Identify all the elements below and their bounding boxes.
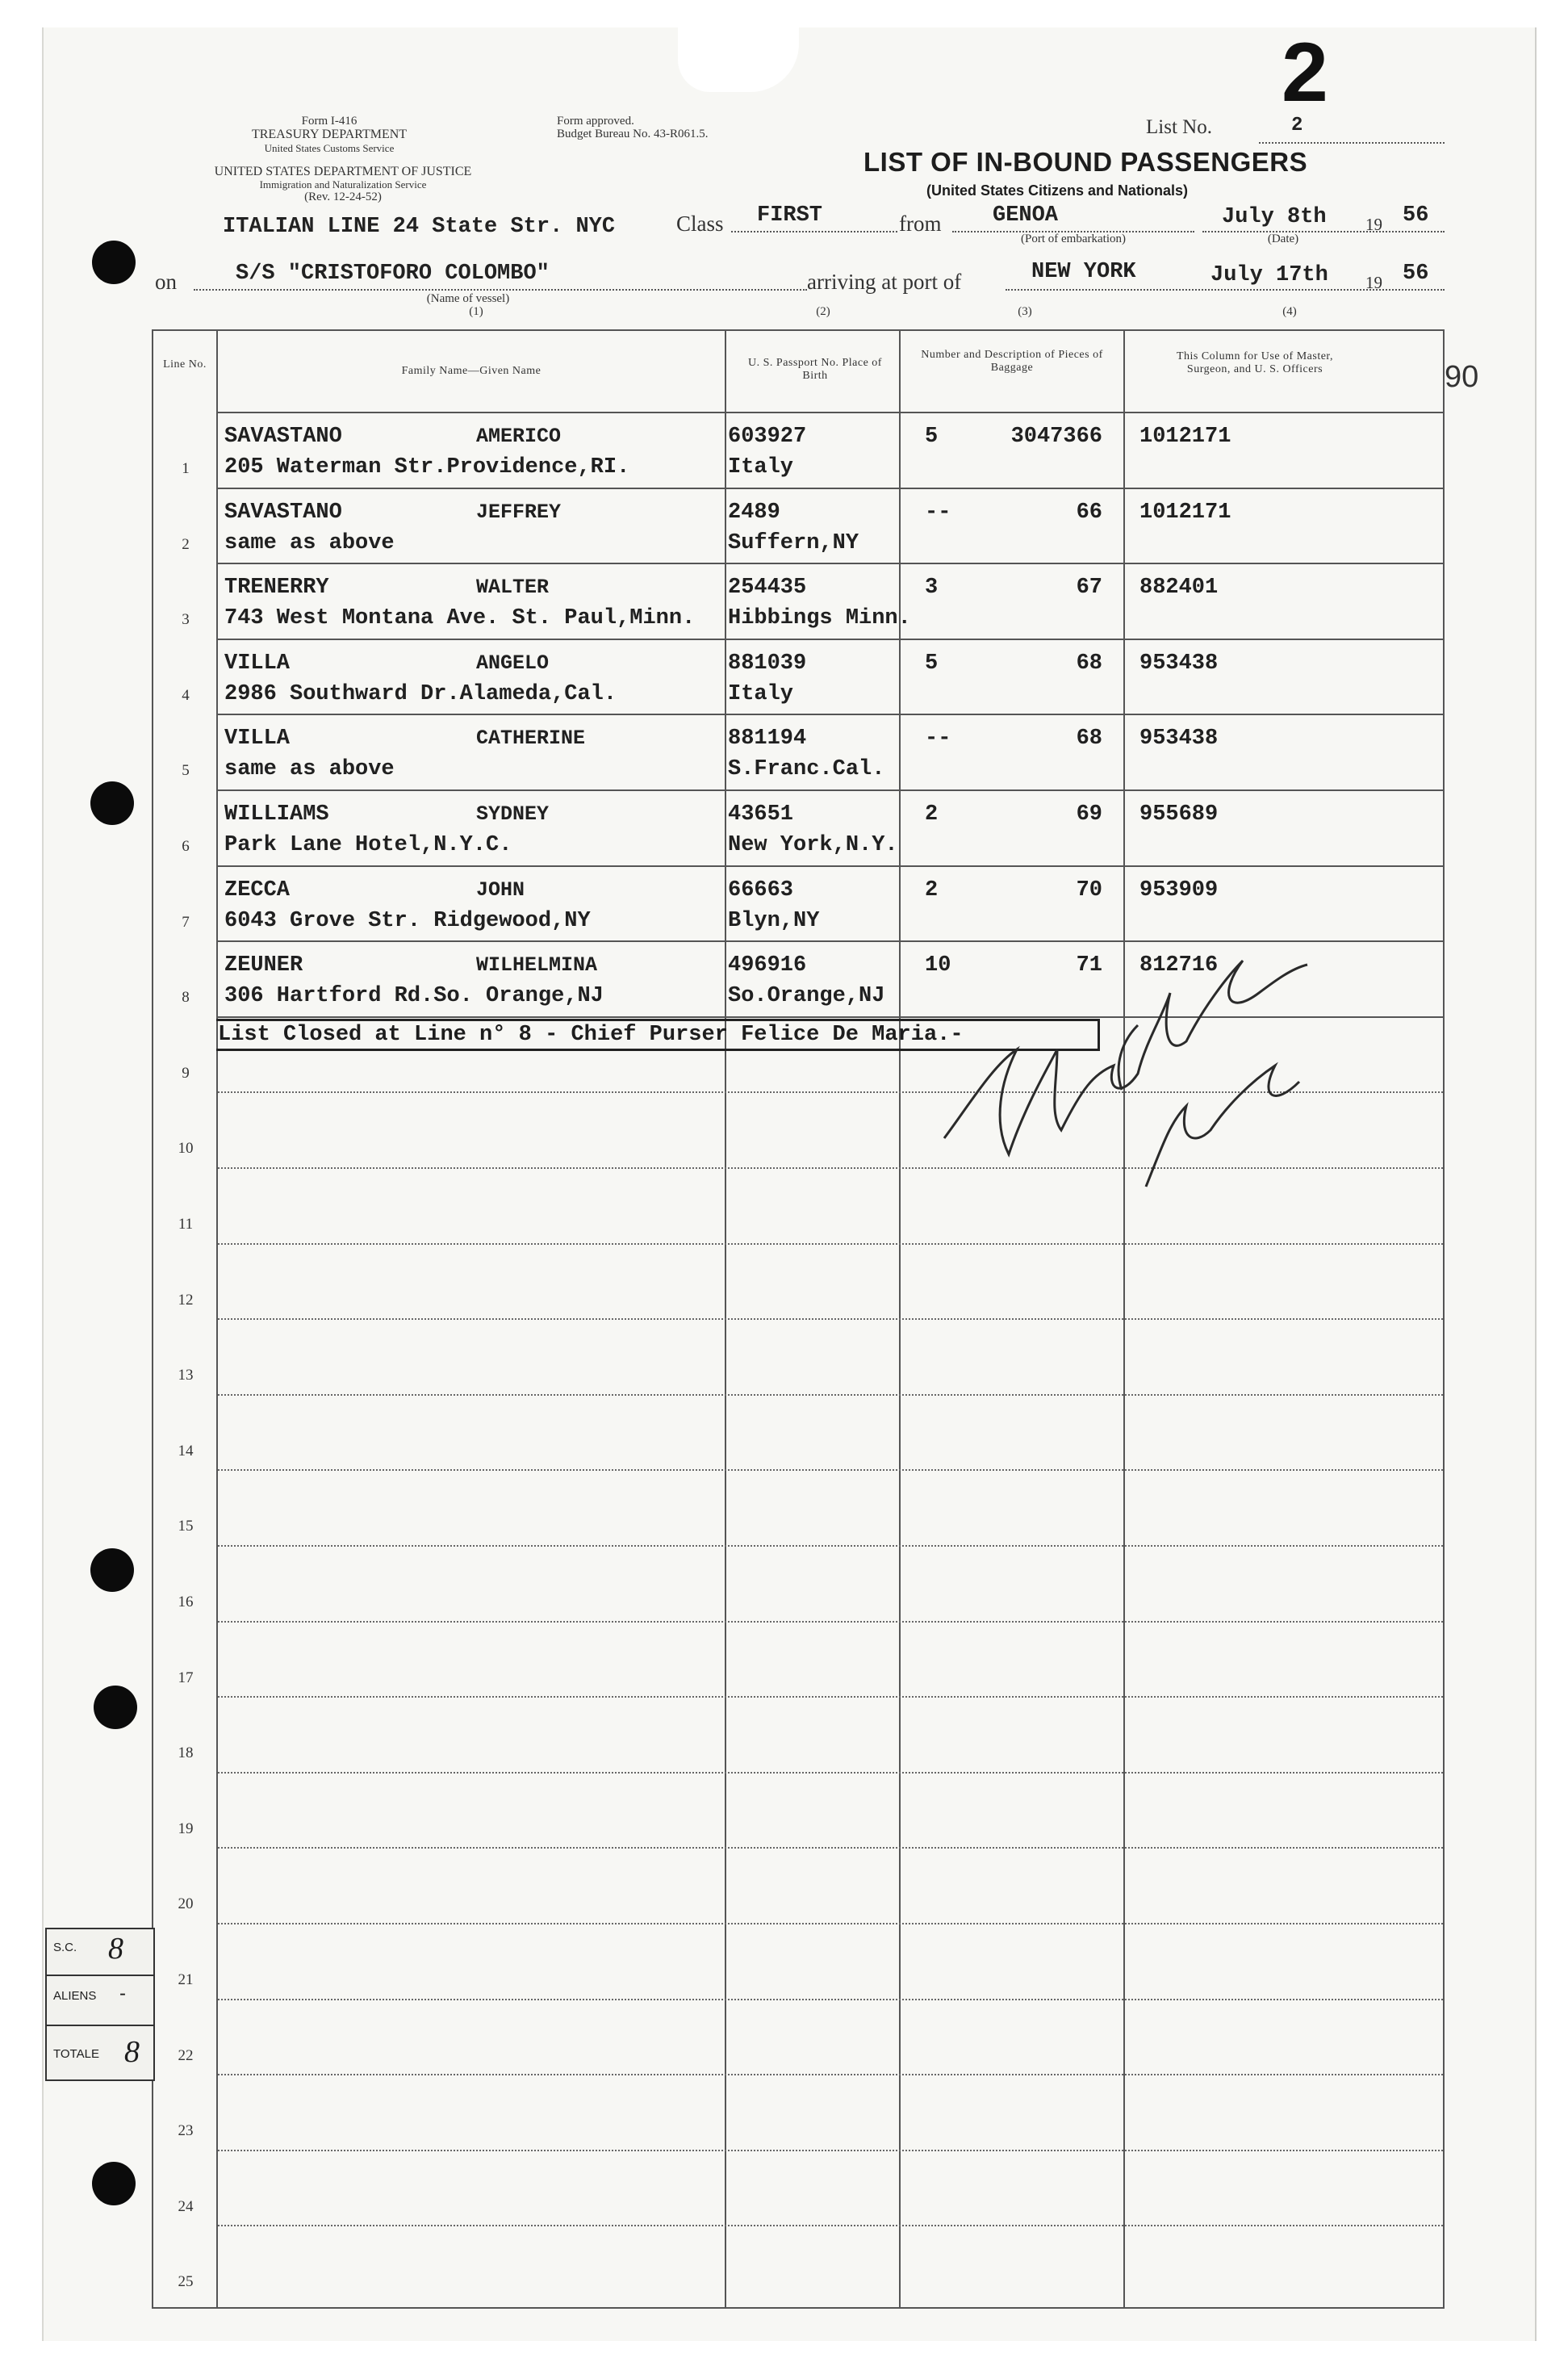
- row-divider: [218, 1318, 1443, 1320]
- passenger-family-name: ZECCA: [224, 877, 291, 903]
- header-name: Family Name—Given Name: [401, 365, 541, 377]
- birthplace: So.Orange,NJ: [728, 984, 885, 1009]
- baggage-number: 69: [1076, 802, 1102, 827]
- baggage-pieces: 10: [925, 953, 951, 978]
- passenger-family-name: ZEUNER: [224, 953, 303, 978]
- officer-number: 812716: [1139, 953, 1219, 978]
- baggage-number: 67: [1076, 576, 1102, 601]
- stamp-value-aliens: -: [119, 1983, 126, 2004]
- row-divider: [218, 1923, 1443, 1924]
- passenger-address: 2986 Southward Dr.Alameda,Cal.: [224, 681, 617, 706]
- passenger-given-name: JEFFREY: [476, 500, 562, 524]
- list-no-value: 2: [1291, 115, 1303, 136]
- shipping-line: ITALIAN LINE 24 State Str. NYC: [223, 215, 616, 239]
- list-no-line: [1259, 142, 1445, 144]
- line-number: 14: [178, 1442, 194, 1459]
- line-number: 23: [178, 2122, 194, 2140]
- line-number: 9: [182, 1064, 190, 1082]
- line-number: 10: [178, 1140, 194, 1158]
- line-number: 11: [178, 1216, 194, 1233]
- class-line: [731, 231, 897, 232]
- row-divider: [218, 639, 1443, 640]
- list-no-label: List No.: [1146, 116, 1212, 138]
- passenger-given-name: SYDNEY: [476, 802, 550, 826]
- line-number: 17: [178, 1669, 194, 1686]
- stamp-value-sc: 8: [108, 1932, 123, 1966]
- budget-bureau: Budget Bureau No. 43-R061.5.: [557, 128, 709, 140]
- baggage-number: 71: [1076, 953, 1102, 978]
- port-caption: (Port of embarkation): [1021, 232, 1126, 245]
- passenger-address: 743 West Montana Ave. St. Paul,Minn.: [224, 606, 696, 631]
- passport-number: 2489: [728, 500, 780, 525]
- row-divider: [218, 1394, 1443, 1396]
- customs-service: United States Customs Service: [264, 142, 395, 154]
- line-number: 16: [178, 1594, 194, 1610]
- vessel-line: [194, 289, 807, 291]
- arrival-date: July 17th: [1210, 263, 1328, 287]
- punch-hole: [94, 1686, 137, 1729]
- row-divider: [218, 714, 1443, 715]
- officer-number: 953438: [1139, 727, 1219, 752]
- ins-service: Immigration and Naturalization Service: [259, 178, 427, 191]
- col-mark-1: (1): [469, 305, 483, 318]
- stamp-label-sc: S.C.: [53, 1941, 77, 1954]
- col-mark-2: (2): [816, 305, 830, 318]
- header-officers: This Column for Use of Master, Surgeon, and U. S. Officers: [1176, 350, 1334, 375]
- passenger-family-name: VILLA: [224, 651, 291, 676]
- count-stamp: [45, 1928, 155, 2081]
- birthplace: Suffern,NY: [728, 530, 859, 555]
- line-number: 8: [182, 989, 190, 1007]
- passenger-given-name: WALTER: [476, 576, 550, 600]
- vessel-caption: (Name of vessel): [426, 292, 510, 305]
- line-number: 12: [178, 1291, 194, 1309]
- baggage-number: 70: [1076, 877, 1102, 903]
- passport-number: 254435: [728, 576, 807, 601]
- punch-hole: [90, 1548, 134, 1592]
- baggage-number: 68: [1076, 651, 1102, 676]
- line-number: 18: [178, 1744, 194, 1762]
- page-title: LIST OF IN-BOUND PASSENGERS: [863, 147, 1308, 177]
- row-divider: [218, 2074, 1443, 2075]
- baggage-pieces: --: [925, 727, 951, 752]
- line-number: 21: [178, 1971, 194, 1988]
- officer-number: 1012171: [1139, 500, 1231, 525]
- revision: (Rev. 12-24-52): [304, 191, 382, 203]
- passenger-address: same as above: [224, 530, 395, 555]
- justice-dept: UNITED STATES DEPARTMENT OF JUSTICE: [214, 165, 472, 178]
- officer-number: 953438: [1139, 651, 1219, 676]
- officer-number: 953909: [1139, 877, 1219, 903]
- form-number: Form I-416: [301, 115, 358, 128]
- row-divider: [218, 563, 1443, 564]
- line-number: 22: [178, 2046, 194, 2064]
- birthplace: Blyn,NY: [728, 908, 820, 933]
- row-divider: [218, 1469, 1443, 1471]
- baggage-pieces: --: [925, 500, 951, 525]
- line-number: 1: [182, 460, 190, 477]
- punch-hole: [90, 781, 134, 825]
- vessel-name: S/S "CRISTOFORO COLOMBO": [236, 262, 550, 286]
- passport-number: 881039: [728, 651, 807, 676]
- passport-number: 43651: [728, 802, 794, 827]
- punch-hole: [92, 2162, 136, 2205]
- line-number: 15: [178, 1518, 194, 1535]
- line-number: 2: [182, 535, 190, 553]
- line-number: 3: [182, 611, 190, 629]
- officer-number: 882401: [1139, 576, 1219, 601]
- baggage-pieces: 3: [925, 576, 939, 601]
- line-number: 4: [182, 686, 190, 704]
- passenger-family-name: SAVASTANO: [224, 500, 342, 525]
- birthplace: Italy: [728, 455, 794, 480]
- page-subtitle: (United States Citizens and Nationals): [926, 182, 1189, 199]
- row-divider: [218, 1243, 1443, 1245]
- arrival-port: NEW YORK: [1031, 260, 1136, 284]
- passport-number: 881194: [728, 727, 807, 752]
- class-value: FIRST: [757, 203, 823, 228]
- on-label: on: [155, 270, 177, 294]
- passenger-given-name: WILHELMINA: [476, 953, 598, 978]
- passenger-address: 205 Waterman Str.Providence,RI.: [224, 455, 630, 480]
- baggage-number: 3047366: [1010, 425, 1102, 449]
- row-divider: [218, 412, 1443, 413]
- row-divider: [218, 2225, 1443, 2226]
- list-closed-note: List Closed at Line n° 8 - Chief Purser Felice De Maria.-: [216, 1019, 1100, 1051]
- line-number: 7: [182, 913, 190, 931]
- stamp-value-total: 8: [124, 2035, 140, 2069]
- stamp-label-aliens: ALIENS: [53, 1989, 97, 2003]
- passenger-given-name: AMERICO: [476, 425, 562, 448]
- passenger-family-name: VILLA: [224, 727, 291, 752]
- row-divider: [218, 940, 1443, 942]
- passenger-table: [152, 329, 1445, 2309]
- passenger-address: 6043 Grove Str. Ridgewood,NY: [224, 908, 591, 933]
- row-divider: [218, 1621, 1443, 1623]
- row-divider: [218, 488, 1443, 489]
- row-divider: [218, 1847, 1443, 1849]
- col-mark-3: (3): [1018, 305, 1032, 318]
- passenger-family-name: TRENERRY: [224, 576, 329, 601]
- list-corner-number: 2: [1282, 26, 1328, 119]
- arriving-label: arriving at port of: [807, 270, 962, 294]
- header-passport: U. S. Passport No. Place of Birth: [748, 357, 882, 382]
- row-divider: [218, 1999, 1443, 2000]
- row-divider: [218, 2150, 1443, 2151]
- passenger-given-name: CATHERINE: [476, 727, 586, 751]
- line-number: 6: [182, 838, 190, 855]
- from-label: from: [899, 211, 942, 236]
- line-number: 5: [182, 762, 190, 780]
- line-number: 20: [178, 1895, 194, 1913]
- line-number: 13: [178, 1367, 194, 1384]
- stamp-label-total: TOTALE: [53, 2047, 99, 2061]
- handwritten-signature: [920, 944, 1340, 1211]
- passenger-family-name: SAVASTANO: [224, 425, 342, 449]
- departure-date: July 8th: [1222, 205, 1327, 229]
- baggage-number: 66: [1076, 500, 1102, 525]
- baggage-number: 68: [1076, 727, 1102, 752]
- passenger-family-name: WILLIAMS: [224, 802, 329, 827]
- baggage-pieces: 5: [925, 651, 939, 676]
- depart-year-prefix: 19: [1365, 215, 1382, 234]
- passenger-address: 306 Hartford Rd.So. Orange,NJ: [224, 984, 604, 1009]
- form-approved: Form approved.: [557, 115, 634, 128]
- row-divider: [218, 1545, 1443, 1547]
- officer-number: 1012171: [1139, 425, 1231, 449]
- birthplace: New York,N.Y.: [728, 833, 898, 857]
- passport-number: 66663: [728, 877, 794, 903]
- baggage-pieces: 2: [925, 802, 939, 827]
- col-mark-4: (4): [1282, 305, 1297, 318]
- row-divider: [218, 1696, 1443, 1698]
- passenger-given-name: JOHN: [476, 877, 525, 902]
- birthplace: Italy: [728, 681, 794, 706]
- baggage-pieces: 2: [925, 877, 939, 903]
- row-divider: [218, 865, 1443, 867]
- passport-number: 496916: [728, 953, 807, 978]
- margin-number: 90: [1445, 360, 1479, 394]
- port-embarkation: GENOA: [993, 203, 1059, 228]
- line-number: 24: [178, 2197, 194, 2215]
- header-baggage: Number and Description of Pieces of Baggage: [921, 349, 1103, 374]
- officer-number: 955689: [1139, 802, 1219, 827]
- line-number: 19: [178, 1820, 194, 1837]
- row-divider: [218, 1772, 1443, 1774]
- row-divider: [218, 789, 1443, 791]
- arrival-year: 56: [1403, 262, 1429, 286]
- departure-year: 56: [1403, 203, 1429, 228]
- baggage-pieces: 5: [925, 425, 939, 449]
- passport-number: 603927: [728, 425, 807, 449]
- class-label: Class: [676, 211, 724, 236]
- line-number: 25: [178, 2273, 194, 2291]
- birthplace: S.Franc.Cal.: [728, 757, 885, 782]
- punch-hole: [92, 241, 136, 284]
- passenger-address: Park Lane Hotel,N.Y.C.: [224, 833, 512, 857]
- passenger-address: same as above: [224, 757, 395, 782]
- passenger-given-name: ANGELO: [476, 651, 550, 675]
- treasury-dept: TREASURY DEPARTMENT: [251, 128, 408, 141]
- header-line-no: Line No.: [163, 358, 207, 371]
- arrival-year-prefix: 19: [1365, 273, 1382, 292]
- birthplace: Hibbings Minn.: [728, 606, 911, 631]
- date-caption: (Date): [1267, 232, 1299, 245]
